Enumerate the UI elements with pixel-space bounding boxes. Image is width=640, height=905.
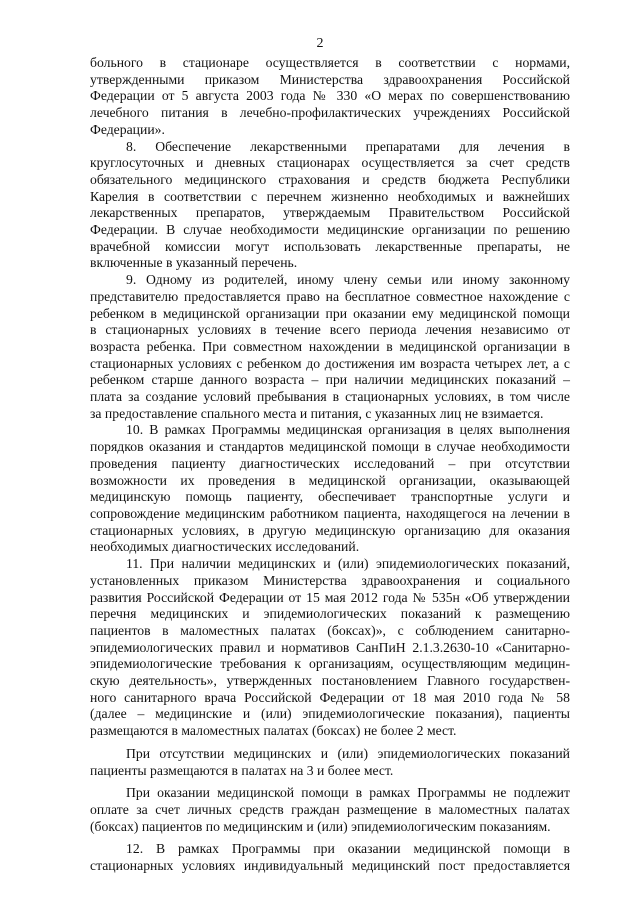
- text-line: размещаются в маломестных палатах (боксах) не более 2 мест.: [90, 723, 457, 739]
- text-line: представителю предоставляется право на бесплатное совместное нахождение с: [90, 288, 570, 304]
- text-line: ребенком в медицинской организации при оказании ему медицинской помощи: [90, 305, 570, 321]
- text-line: Федерации от 5 августа 2003 года № 330 «О мерах по совершенствованию: [90, 88, 570, 104]
- text-line: скую деятельность», утвержденных постановлением Главного государствен-: [90, 673, 570, 689]
- text-line: Карелия в соответствии с перечнем жизненно необходимых и важнейших: [90, 188, 570, 204]
- text-line: медицинскую помощь пациенту, обеспечивает транспортные услуги и: [90, 489, 570, 505]
- paragraph-item-11-payment: [90, 785, 570, 835]
- text-line: в стационарных условиях в течение всего периода лечения независимо от: [90, 322, 570, 338]
- paragraph-item-8: [90, 139, 570, 273]
- text-line: стационарных условиях, в другую медицинскую организацию для оказания: [90, 522, 570, 538]
- text-line: сопровождение медицинским работником пациента, находящегося на лечении в: [90, 505, 570, 521]
- text-line: эпидемиологических правил и нормативов СанПиН 2.1.3.2630-10 «Санитарно-: [90, 639, 570, 655]
- text-line: (боксах) пациентов по медицинским и (или) эпидемиологическим показаниям.: [90, 818, 551, 834]
- text-line: больного в стационаре осуществляется в соответствии с нормами,: [90, 55, 570, 70]
- text-line: врачебной комиссии могут использовать лекарственные препараты, не: [90, 238, 570, 254]
- text-line: включенные в указанный перечень.: [90, 255, 298, 271]
- text-line: стационарных условиях индивидуальный медицинский пост предоставляется: [90, 858, 570, 874]
- text-line: эпидемиологические требования к организациям, осуществляющим медицин-: [90, 656, 570, 672]
- text-line: пациенты размещаются в палатах на 3 и более мест.: [90, 762, 394, 778]
- paragraph-item-10: [90, 422, 570, 556]
- text-line: Федерации. В случае необходимости медицинские организации по решению: [90, 222, 570, 238]
- paragraph-item-9: [90, 272, 570, 422]
- document-body: [90, 55, 570, 875]
- paragraph-intro: [90, 55, 570, 139]
- text-line: ного санитарного врача Российской Федерации от 18 мая 2010 года № 58: [90, 689, 570, 705]
- text-line: лечебного питания в лечебно-профилактических учреждениях Российской: [90, 105, 570, 121]
- text-line: 10. В рамках Программы медицинская организация в целях выполнения: [126, 422, 570, 438]
- paragraph-item-11: [90, 556, 570, 740]
- text-line: круглосуточных и дневных стационарах осуществляется за счет средств: [90, 155, 570, 171]
- text-line: оплате за счет личных средств граждан размещение в маломестных палатах: [90, 801, 570, 817]
- text-line: 8. Обеспечение лекарственными препаратами для лечения в: [126, 138, 570, 154]
- text-line: При оказании медицинской помощи в рамках Программы не подлежит: [126, 785, 570, 801]
- text-line: плата за создание условий пребывания в стационарных условиях, в том числе: [90, 389, 570, 405]
- page-number: 2: [316, 36, 324, 51]
- text-line: 12. В рамках Программы при оказании медицинской помощи в: [126, 841, 570, 857]
- text-line: порядков оказания и стандартов медицинской помощи в случае необходимости: [90, 439, 570, 455]
- text-line: за предоставление спального места и питания, с указанных лиц не взимается.: [90, 405, 544, 421]
- text-line: развития Российской Федерации от 15 мая 2012 года № 535н «Об утверждении: [90, 589, 570, 605]
- text-line: возраста ребенка. При совместном нахождении в медицинской организации в: [90, 338, 570, 354]
- paragraph-item-11-absent: [90, 746, 570, 779]
- text-line: установленных приказом Министерства здравоохранения и социального: [90, 572, 570, 588]
- paragraph-item-12: [90, 841, 570, 874]
- text-line: утвержденными приказом Министерства здравоохранения Российской: [90, 71, 570, 87]
- text-line: необходимых диагностических исследований.: [90, 539, 360, 555]
- text-line: ребенком старше данного возраста – при наличии медицинских показаний –: [90, 372, 570, 388]
- text-line: пациентов в маломестных палатах (боксах)», с соблюдением санитарно-: [90, 622, 570, 638]
- text-line: 11. При наличии медицинских и (или) эпидемиологических показаний,: [126, 556, 570, 572]
- text-line: лекарственных препаратов, утверждаемым Правительством Российской: [90, 205, 570, 221]
- text-line: При отсутствии медицинских и (или) эпидемиологических показаний: [126, 745, 570, 761]
- text-line: проведения пациенту диагностических исследований – при отсутствии: [90, 455, 570, 471]
- text-line: (далее – медицинские и (или) эпидемиологические показания), пациенты: [90, 706, 570, 722]
- text-line: перечня медицинских и эпидемиологических показаний к размещению: [90, 606, 570, 622]
- text-line: возможности их проведения в медицинской организации, оказывающей: [90, 472, 570, 488]
- text-line: обязательного медицинского страхования и средств бюджета Республики: [90, 171, 570, 187]
- text-line: 9. Одному из родителей, иному члену семьи или иному законному: [126, 272, 570, 288]
- text-line: стационарных условиях с ребенком до достижения им возраста четырех лет, а с: [90, 355, 570, 371]
- text-line: Федерации».: [90, 121, 165, 137]
